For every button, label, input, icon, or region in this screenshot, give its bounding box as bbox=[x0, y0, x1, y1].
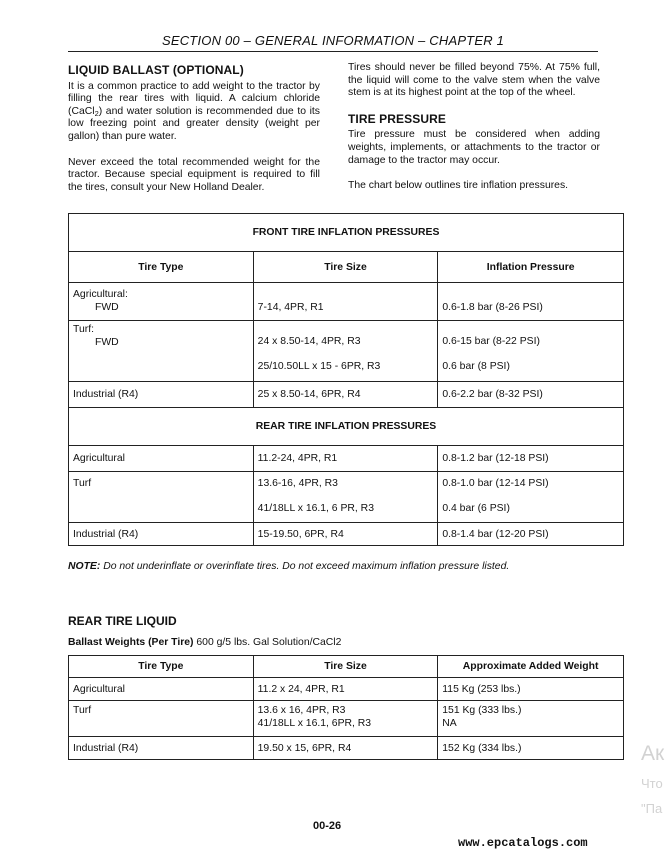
added-weight: 152 Kg (334 lbs.) bbox=[438, 737, 624, 760]
column-header-tire-type: Tire Type bbox=[69, 656, 254, 678]
inflation-pressure: 0.8-1.4 bar (12-20 PSI) bbox=[438, 523, 624, 546]
tire-size: 11.2-24, 4PR, R1 bbox=[253, 446, 438, 472]
website-watermark: www.epcatalogs.com bbox=[458, 836, 588, 850]
tire-subtype: FWD bbox=[95, 336, 119, 348]
right-column bbox=[348, 62, 600, 206]
liquid-ballast-paragraph-1: It is a common practice to add weight to the tractor by filling the rear tires with liquid. A calcium chloride (CaCl$_2$) and water solution is recommended due to its low freezing point and greater density (weight per gallon) than pure water. bbox=[68, 80, 320, 142]
liquid-ballast-heading: LIQUID BALLAST (OPTIONAL) bbox=[68, 63, 244, 77]
tire-size: 13.6-16, 4PR, R3 bbox=[257, 478, 338, 489]
inflation-pressure: 0.6-2.2 bar (8-32 PSI) bbox=[438, 382, 624, 408]
liquid-ballast-section bbox=[68, 64, 320, 207]
added-weight: NA bbox=[442, 717, 457, 729]
table-row bbox=[69, 283, 624, 321]
overlay-text-line-1: Ак bbox=[641, 742, 665, 765]
table-row bbox=[69, 701, 624, 737]
tire-inflation-pressure-table bbox=[68, 213, 624, 546]
ballast-weight-table bbox=[68, 655, 624, 760]
tire-size: 25 x 8.50-14, 6PR, R4 bbox=[253, 382, 438, 408]
tire-type: Industrial (R4) bbox=[69, 382, 254, 408]
inflation-pressure: 0.4 bar (6 PSI) bbox=[442, 502, 510, 514]
added-weight: 151 Kg (333 lbs.) bbox=[442, 705, 522, 716]
inflation-pressure: 0.8-1.2 bar (12-18 PSI) bbox=[438, 446, 624, 472]
inflation-pressure: 0.6-15 bar (8-22 PSI) bbox=[442, 336, 540, 347]
note-text: Do not underinflate or overinflate tires. Do not exceed maximum inflation pressure listed. bbox=[103, 561, 510, 572]
column-header-tire-size: Tire Size bbox=[253, 252, 438, 283]
tire-type: Industrial (R4) bbox=[69, 523, 254, 546]
tire-type: Turf bbox=[69, 472, 254, 523]
page-number: 00-26 bbox=[313, 820, 342, 832]
tire-size: 7-14, 4PR, R1 bbox=[257, 301, 324, 313]
table-row bbox=[69, 321, 624, 382]
inflation-pressure: 0.6 bar (8 PSI) bbox=[442, 360, 510, 372]
table-row bbox=[69, 472, 624, 523]
column-header-inflation-pressure: Inflation Pressure bbox=[438, 252, 624, 283]
column-header-tire-size: Tire Size bbox=[253, 656, 438, 678]
tire-type: Industrial (R4) bbox=[69, 737, 254, 760]
rear-tire-liquid-heading: REAR TIRE LIQUID bbox=[68, 614, 177, 628]
tire-size: 11.2 x 24, 4PR, R1 bbox=[253, 678, 438, 701]
table-row bbox=[69, 737, 624, 760]
page-header-title: SECTION 00 – GENERAL INFORMATION – CHAPTER 1 bbox=[161, 33, 505, 48]
rear-tire-section-title: REAR TIRE INFLATION PRESSURES bbox=[69, 408, 624, 446]
tire-size: 15-19.50, 6PR, R4 bbox=[253, 523, 438, 546]
tire-size: 13.6 x 16, 4PR, R3 bbox=[257, 705, 346, 716]
ballast-weights-label: Ballast Weights (Per Tire) bbox=[68, 637, 194, 648]
tire-pressure-heading: TIRE PRESSURE bbox=[348, 111, 446, 126]
liquid-ballast-paragraph-2: Never exceed the total recommended weight for the tractor. Because special equipment is required to fill the tires, consult your New Holland Dealer. bbox=[68, 156, 320, 193]
column-header-added-weight: Approximate Added Weight bbox=[438, 656, 624, 678]
inflation-pressure: 0.6-1.8 bar (8-26 PSI) bbox=[442, 301, 543, 313]
tire-type: Turf: bbox=[73, 324, 94, 335]
tire-type: Agricultural bbox=[69, 446, 254, 472]
tire-type: Turf bbox=[69, 701, 254, 737]
tire-pressure-paragraph-2: The chart below outlines tire inflation pressures. bbox=[348, 180, 569, 192]
table-row bbox=[69, 382, 624, 408]
added-weight: 115 Kg (253 lbs.) bbox=[438, 678, 624, 701]
tire-size: 41/18LL x 16.1, 6PR, R3 bbox=[257, 717, 372, 729]
tire-size: 19.50 x 15, 6PR, R4 bbox=[253, 737, 438, 760]
tire-type: Agricultural bbox=[69, 678, 254, 701]
overlay-text-line-2: Что bbox=[641, 776, 663, 791]
tire-size: 24 x 8.50-14, 4PR, R3 bbox=[257, 336, 361, 347]
overlay-text-line-3: "Па bbox=[641, 801, 663, 816]
tire-subtype: FWD bbox=[95, 301, 119, 313]
tire-type: Agricultural: bbox=[73, 288, 128, 300]
table-row bbox=[69, 523, 624, 546]
ballast-weights-line bbox=[68, 637, 341, 648]
note-label: NOTE: bbox=[68, 561, 101, 572]
table-row bbox=[69, 446, 624, 472]
table-row bbox=[69, 678, 624, 701]
front-tire-section-title: FRONT TIRE INFLATION PRESSURES bbox=[69, 214, 624, 252]
liquid-ballast-paragraph-3: Tires should never be filled beyond 75%. At 75% full, the liquid will come to the valve stem when the valve stem is at its highest point at the top of the wheel. bbox=[348, 62, 600, 99]
ballast-weights-text: 600 g/5 lbs. Gal Solution/CaCl2 bbox=[196, 637, 342, 648]
inflation-pressure: 0.8-1.0 bar (12-14 PSI) bbox=[442, 478, 549, 489]
tire-size: 25/10.50LL x 15 - 6PR, R3 bbox=[257, 360, 381, 372]
header-rule bbox=[68, 51, 598, 52]
column-header-tire-type: Tire Type bbox=[69, 252, 254, 283]
inflation-note bbox=[68, 561, 624, 572]
tire-size: 41/18LL x 16.1, 6 PR, R3 bbox=[257, 502, 374, 514]
tire-pressure-paragraph-1: Tire pressure must be considered when adding weights, implements, or attachments to the tractor or damage to the tractor may occur. bbox=[348, 129, 600, 166]
